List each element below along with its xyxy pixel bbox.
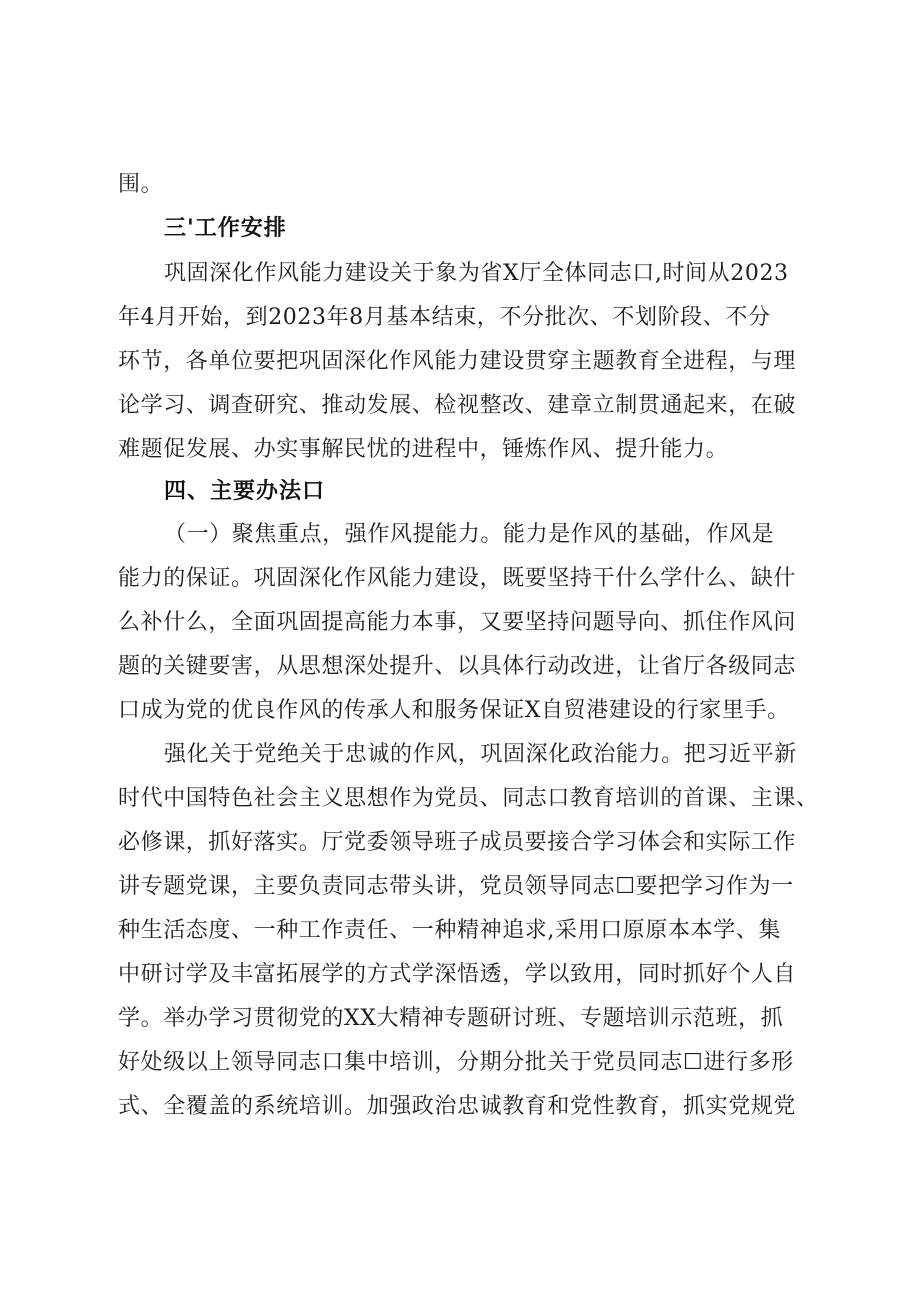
paragraph-line: 讲专题党课，主要负责同志带头讲，党员领导同志☐要把学习作为一	[118, 874, 794, 899]
paragraph-line: 题的关键要害，从思想深处提升、以具体行动改进，让省厅各级同志	[118, 654, 797, 679]
section-heading: 四、主要办法口	[164, 479, 326, 504]
paragraph-line: 必修课，抓好落实。厅党委领导班子成员要接合学习体会和实际工作	[118, 830, 797, 855]
paragraph-line: 种生活态度、一种工作责任、一种精神追求,采用口原原本本学、集	[118, 918, 781, 943]
paragraph-line: 巩固深化作风能力建设关于象为省X厅全体同志口,时间从2023	[164, 261, 789, 286]
paragraph-line: 式、全覆盖的系统培训。加强政治忠诚教育和党性教育，抓实党规党	[118, 1094, 797, 1119]
paragraph-line: 么补什么，全面巩固提高能力本事，又要坚持问题导向、抓住作风问	[118, 610, 797, 635]
paragraph-line: （一）聚焦重点，强作风提能力。能力是作风的基础，作风是	[164, 522, 775, 547]
paragraph-line: 环节，各单位要把巩固深化作风能力建设贯穿主题教育全进程，与理	[118, 349, 797, 374]
paragraph-line: 能力的保证。巩固深化作风能力建设，既要坚持干什么学什么、缺什	[118, 566, 797, 591]
paragraph-line: 中研讨学及丰富拓展学的方式学深悟透，学以致用，同时抓好个人自	[118, 962, 797, 987]
paragraph-line: 学。举办学习贯彻党的XX大精神专题研讨班、专题培训示范班，抓	[118, 1006, 784, 1031]
section-heading: 三'工作安排	[164, 216, 287, 241]
paragraph-line: 强化关于党绝关于忠诚的作风，巩固深化政治能力。把习近平新	[164, 742, 797, 767]
paragraph-line: 时代中国特色社会主义思想作为党员、同志口教育培训的首课、主课、	[118, 786, 819, 811]
paragraph-line: 论学习、调查研究、推动发展、检视整改、建章立制贯通起来，在破	[118, 393, 797, 418]
paragraph-line: 好处级以上领导同志口集中培训，分期分批关于党员同志☐进行多形	[118, 1050, 794, 1075]
paragraph-line: 难题促发展、办实事解民忧的进程中，锤炼作风、提升能力。	[118, 437, 729, 462]
paragraph-line: 围。	[118, 172, 164, 197]
paragraph-line: 年4月开始，到2023年8月基本结束，不分批次、不划阶段、不分	[118, 305, 771, 330]
paragraph-line: 口成为党的优良作风的传承人和服务保证X自贸港建设的行家里手。	[118, 698, 790, 723]
